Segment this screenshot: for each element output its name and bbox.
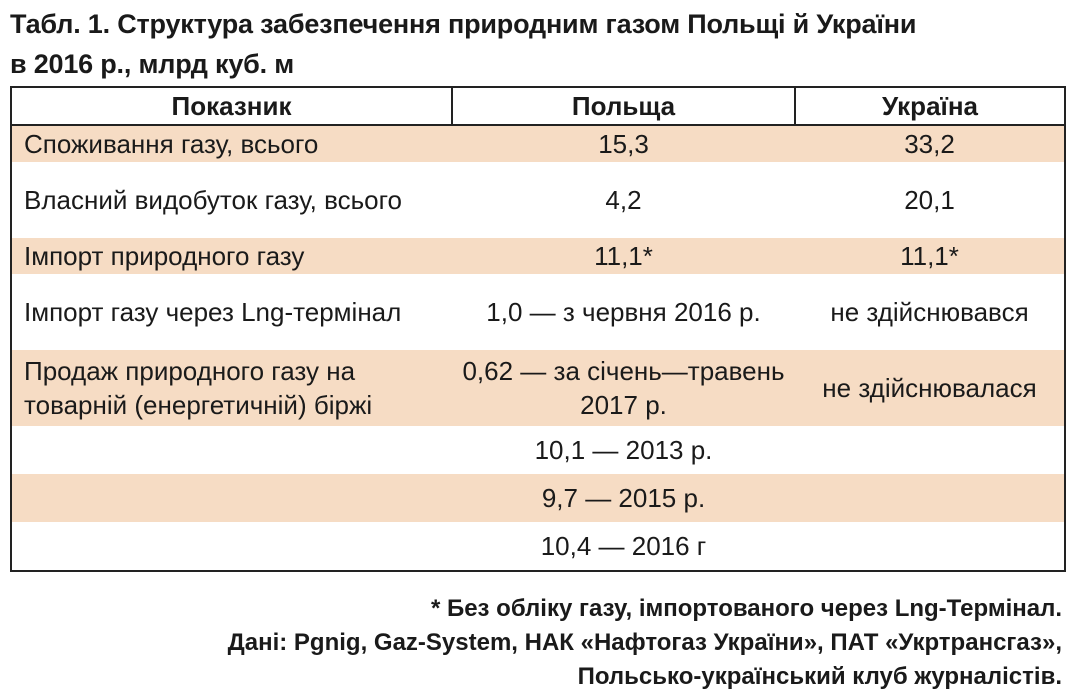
row-indicator: Власний видобуток газу, всього <box>11 162 452 238</box>
table-row <box>11 274 1065 350</box>
table-row <box>11 125 1065 162</box>
row-ukraine-value: 33,2 <box>795 125 1065 162</box>
header-row <box>11 87 1065 125</box>
row-indicator: Імпорт газу через Lng-термінал <box>11 274 452 350</box>
row-indicator: Імпорт природного газу <box>11 238 452 274</box>
row-poland-value: 11,1* <box>452 238 795 274</box>
header-ukraine: Україна <box>795 87 1065 125</box>
row-poland-value: 4,2 <box>452 162 795 238</box>
source-line-1: Дані: Pgnig, Gaz-System, НАК «Нафтогаз України», ПАТ «Укртрансгаз», <box>227 629 1062 656</box>
table-row <box>11 238 1065 274</box>
row-indicator: Споживання газу, всього <box>11 125 452 162</box>
table-row <box>11 522 1065 571</box>
row-indicator <box>11 426 452 474</box>
row-ukraine-value: 20,1 <box>795 162 1065 238</box>
table-caption <box>10 4 1070 84</box>
footnote-note: * Без обліку газу, імпортованого через Lng-Термінал. <box>430 595 1062 622</box>
footnotes <box>2 592 1062 694</box>
row-ukraine-value <box>795 426 1065 474</box>
row-ukraine-value: 11,1* <box>795 238 1065 274</box>
row-ukraine-value: не здійснювалася <box>795 350 1065 426</box>
row-ukraine-value <box>795 474 1065 522</box>
row-poland-value: 10,1 — 2013 р. <box>452 426 795 474</box>
row-poland-value: 1,0 — з червня 2016 р. <box>452 274 795 350</box>
table-row <box>11 162 1065 238</box>
row-indicator <box>11 474 452 522</box>
row-indicator: Продаж природного газу на товарній (енергетичній) біржі <box>11 350 452 426</box>
row-poland-value: 9,7 — 2015 р. <box>452 474 795 522</box>
table-row <box>11 474 1065 522</box>
caption-line-2: в 2016 р., млрд куб. м <box>10 49 295 79</box>
row-ukraine-value: не здійснювався <box>795 274 1065 350</box>
row-indicator <box>11 522 452 571</box>
header-indicator: Показник <box>11 87 452 125</box>
source-line-2: Польсько-український клуб журналістів. <box>577 663 1062 690</box>
row-poland-value: 0,62 — за січень—травень 2017 р. <box>452 350 795 426</box>
header-poland: Польща <box>452 87 795 125</box>
table-row <box>11 426 1065 474</box>
gas-supply-table <box>10 86 1066 572</box>
caption-line-1: Табл. 1. Структура забезпечення природним газом Польщі й України <box>10 9 917 39</box>
table-row <box>11 350 1065 426</box>
row-poland-value: 10,4 — 2016 г <box>452 522 795 571</box>
row-ukraine-value <box>795 522 1065 571</box>
row-poland-value: 15,3 <box>452 125 795 162</box>
